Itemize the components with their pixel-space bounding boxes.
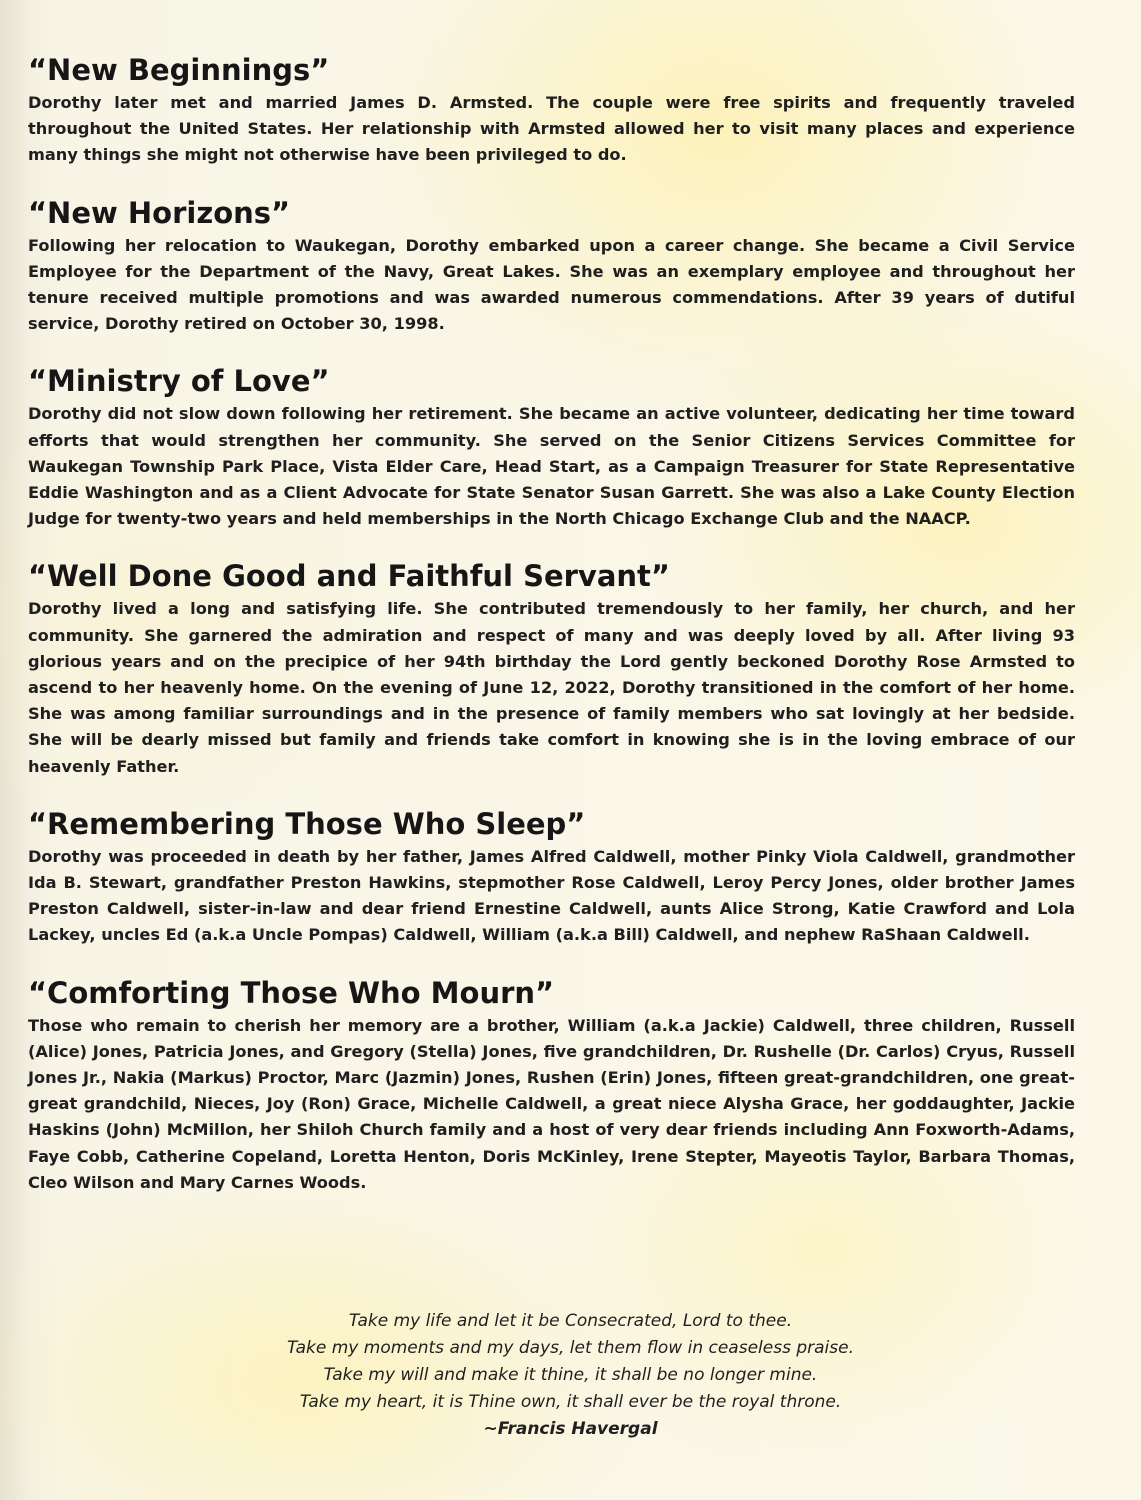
section-well-done [28, 558, 1075, 779]
section-body: Dorothy did not slow down following her retirement. She became an active volunteer, dedicating her time toward efforts that would strengthen her community. She served on the Senior Citizens Services Committee for Waukegan Township Park Place, Vista Elder Care, Head Start, as a Campaign Treasurer for State Representative Eddie Washington and as a Client Advocate for State Senator Susan Garrett. She was also a Lake County Election Judge for twenty-two years and held memberships in the North Chicago Exchange Club and the NAACP. [28, 404, 1075, 529]
section-ministry-of-love [28, 363, 1075, 532]
section-heading: “Comforting Those Who Mourn” [28, 975, 555, 1010]
section-heading: “New Horizons” [28, 195, 291, 230]
poem-line: Take my moments and my days, let them flow in ceaseless praise. [287, 1338, 854, 1358]
obituary-content [28, 52, 1075, 1222]
section-remembering [28, 806, 1075, 949]
poem-author: ~Francis Havergal [483, 1419, 658, 1439]
poem-line: Take my heart, it is Thine own, it shall ever be the royal throne. [299, 1392, 842, 1412]
section-body: Dorothy later met and married James D. Armsted. The couple were free spirits and frequently traveled throughout the United States. Her relationship with Armsted allowed her to visit many places and experience many things she might not otherwise have been privileged to do. [28, 93, 1075, 165]
poem-line: Take my life and let it be Consecrated, Lord to thee. [348, 1311, 793, 1331]
poem-line: Take my will and make it thine, it shall be no longer mine. [323, 1365, 818, 1385]
section-heading: “Well Done Good and Faithful Servant” [28, 559, 670, 594]
section-heading: “Remembering Those Who Sleep” [28, 806, 586, 841]
section-body: Dorothy lived a long and satisfying life. She contributed tremendously to her family, her church, and her community. She garnered the admiration and respect of many and was deeply loved by all. After living 93 glorious years and on the precipice of her 94th birthday the Lord gently beckoned Dorothy Rose Armsted to ascend to her heavenly home. On the evening of June 12, 2022, Dorothy transitioned in the comfort of her home. She was among familiar surroundings and in the presence of family members who sat lovingly at her bedside. She will be dearly missed but family and friends take comfort in knowing she is in the loving embrace of our heavenly Father. [28, 599, 1075, 776]
closing-poem [0, 1308, 1141, 1443]
section-new-horizons [28, 195, 1075, 338]
section-new-beginnings [28, 52, 1075, 169]
section-body: Following her relocation to Waukegan, Dorothy embarked upon a career change. She became a Civil Service Employee for the Department of the Navy, Great Lakes. She was an exemplary employee and throughout her tenure received multiple promotions and was awarded numerous commendations. After 39 years of dutiful service, Dorothy retired on October 30, 1998. [28, 235, 1075, 334]
section-body: Those who remain to cherish her memory are a brother, William (a.k.a Jackie) Caldwell, three children, Russell (Alice) Jones, Patricia Jones, and Gregory (Stella) Jones, five grandchildren, Dr. Rushelle (Dr. Carlos) Cryus, Russell Jones Jr., Nakia (Markus) Proctor, Marc (Jazmin) Jones, Rushen (Erin) Jones, fifteen great-grandchildren, one great-great grandchild, Nieces, Joy (Ron) Grace, Michelle Caldwell, a great niece Alysha Grace, her goddaughter, Jackie Haskins (John) McMillon, her Shiloh Church family and a host of very dear friends including Ann Foxworth-Adams, Faye Cobb, Catherine Copeland, Loretta Henton, Doris McKinley, Irene Stepter, Mayeotis Taylor, Barbara Thomas, Cleo Wilson and Mary Carnes Woods. [28, 1015, 1075, 1192]
section-body: Dorothy was proceeded in death by her father, James Alfred Caldwell, mother Pinky Viola Caldwell, grandmother Ida B. Stewart, grandfather Preston Hawkins, stepmother Rose Caldwell, Leroy Percy Jones, older brother James Preston Caldwell, sister-in-law and dear friend Ernestine Caldwell, aunts Alice Strong, Katie Crawford and Lola Lackey, uncles Ed (a.k.a Uncle Pompas) Caldwell, William (a.k.a Bill) Caldwell, and nephew RaShaan Caldwell. [28, 846, 1075, 945]
section-heading: “New Beginnings” [28, 53, 330, 87]
section-comforting [28, 975, 1075, 1196]
section-heading: “Ministry of Love” [28, 364, 330, 399]
